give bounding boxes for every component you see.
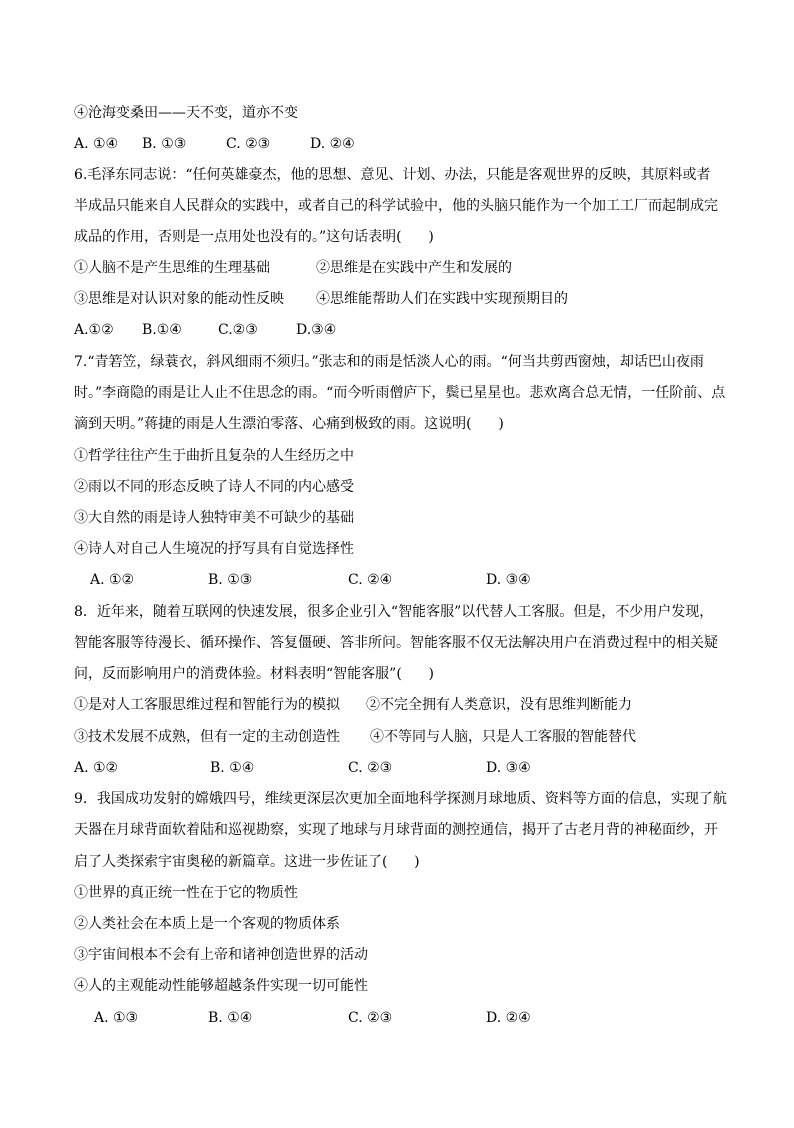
q7-item-1: ①哲学往往产生于曲折且复杂的人生经历之中 xyxy=(74,448,354,464)
q5-option-a: A. ①④ xyxy=(74,136,119,152)
q8-option-a: A. ①② xyxy=(74,760,119,776)
q9-options xyxy=(94,1008,531,1128)
q9-option-c: C. ②③ xyxy=(348,1010,393,1026)
q5-option-d: D. ②④ xyxy=(310,136,355,152)
q9-stem-line-2: 天器在月球背面软着陆和巡视勘察，实现了地球与月球背面的测控通信，揭开了古老月背的神秘面纱，开 xyxy=(74,822,718,838)
q6-stem-line-3: 成品的作用，否则是一点用处也没有的。”这句话表明( ) xyxy=(74,229,434,245)
q6-item-1: ①人脑不是产生思维的生理基础 xyxy=(74,260,270,276)
q6-option-c: C.②③ xyxy=(218,322,258,338)
q9-item-1: ①世界的真正统一性在于它的物质性 xyxy=(74,885,298,901)
q7-option-c: C. ②④ xyxy=(348,572,393,588)
q9-option-d: D. ②④ xyxy=(486,1010,531,1026)
q7-option-d: D. ③④ xyxy=(486,572,531,588)
q7-option-a: A. ①② xyxy=(90,572,135,588)
q6-option-a: A.①② xyxy=(74,322,114,338)
q8-option-b: B. ①④ xyxy=(210,760,255,776)
q9-item-4: ④人的主观能动性能够超越条件实现一切可能性 xyxy=(74,978,368,994)
q7-item-4: ④诗人对自己人生境况的抒写具有自觉选择性 xyxy=(74,541,354,557)
q6-item-2: ②思维是在实践中产生和发展的 xyxy=(316,260,512,276)
q5-item-4: ④沧海变桑田——天不变，道亦不变 xyxy=(74,105,298,121)
q8-item-1: ①是对人工客服思维过程和智能行为的模拟 xyxy=(74,697,340,713)
q7-option-b: B. ①③ xyxy=(208,572,253,588)
q9-item-2: ②人类社会在本质上是一个客观的物质体系 xyxy=(74,916,340,932)
q7-stem-line-3: 滴到天明。”蒋捷的雨是人生漂泊零落、心痛到极致的雨。这说明( ) xyxy=(74,416,504,432)
q8-option-c: C. ②③ xyxy=(348,760,393,776)
q6-item-3: ③思维是对认识对象的能动性反映 xyxy=(74,291,284,307)
q8-item-4: ④不等同与人脑，只是人工客服的智能替代 xyxy=(370,729,636,745)
q9-item-3: ③宇宙间根本不会有上帝和诸神创造世界的活动 xyxy=(74,947,368,963)
q5-option-c: C. ②③ xyxy=(226,136,271,152)
q8-stem-line-1: 8．近年来，随着互联网的快速发展，很多企业引入“智能客服”以代替人工客服。但是，不少用户发现， xyxy=(74,604,714,620)
q7-stem-line-1: 7.“青箬笠，绿蓑衣，斜风细雨不须归。”张志和的雨是恬淡人心的雨。“何当共剪西窗烛，却话巴山夜雨 xyxy=(74,354,704,370)
q9-option-b: B. ①④ xyxy=(208,1010,253,1026)
q8-item-3: ③技术发展不成熟，但有一定的主动创造性 xyxy=(74,729,340,745)
q7-item-3: ③大自然的雨是诗人独特审美不可缺少的基础 xyxy=(74,510,354,526)
q8-option-d: D. ③④ xyxy=(486,760,531,776)
q9-option-a: A. ①③ xyxy=(94,1010,139,1026)
q6-stem-line-1: 6.毛泽东同志说：“任何英雄豪杰，他的思想、意见、计划、办法，只能是客观世界的反映，其原料或者 xyxy=(74,167,711,183)
q9-stem-line-1: 9．我国成功发射的嫦娥四号，维续更深层次更加全面地科学探测月球地质、资料等方面的信息，实现了航 xyxy=(74,791,727,807)
q7-stem-line-2: 时。”李商隐的雨是让人止不住思念的雨。“而今听雨僧庐下，鬓已星星也。悲欢离合总无情，一任阶前、点 xyxy=(74,385,726,401)
q6-stem-line-2: 半成品只能来自人民群众的实践中，或者自己的科学试验中，他的头脑只能作为一个加工工厂而起制成完 xyxy=(74,198,718,214)
q6-option-d: D.③④ xyxy=(296,322,337,338)
q6-option-b: B.①④ xyxy=(142,322,182,338)
q9-stem-line-3: 启了人类探索宇宙奥秘的新篇章。这进一步佐证了( ) xyxy=(74,854,420,870)
q8-stem-line-3: 问，反而影响用户的消费体验。材料表明“智能客服”( ) xyxy=(74,666,434,682)
q6-item-4: ④思维能帮助人们在实践中实现预期目的 xyxy=(316,291,568,307)
q8-item-2: ②不完全拥有人类意识，没有思维判断能力 xyxy=(366,697,632,713)
q7-item-2: ②雨以不同的形态反映了诗人不同的内心感受 xyxy=(74,479,354,495)
q5-option-b: B. ①③ xyxy=(142,136,187,152)
q8-stem-line-2: 智能客服等待漫长、循环操作、答复僵硬、答非所问。智能客服不仅无法解决用户在消费过程中的相关疑 xyxy=(74,635,718,651)
